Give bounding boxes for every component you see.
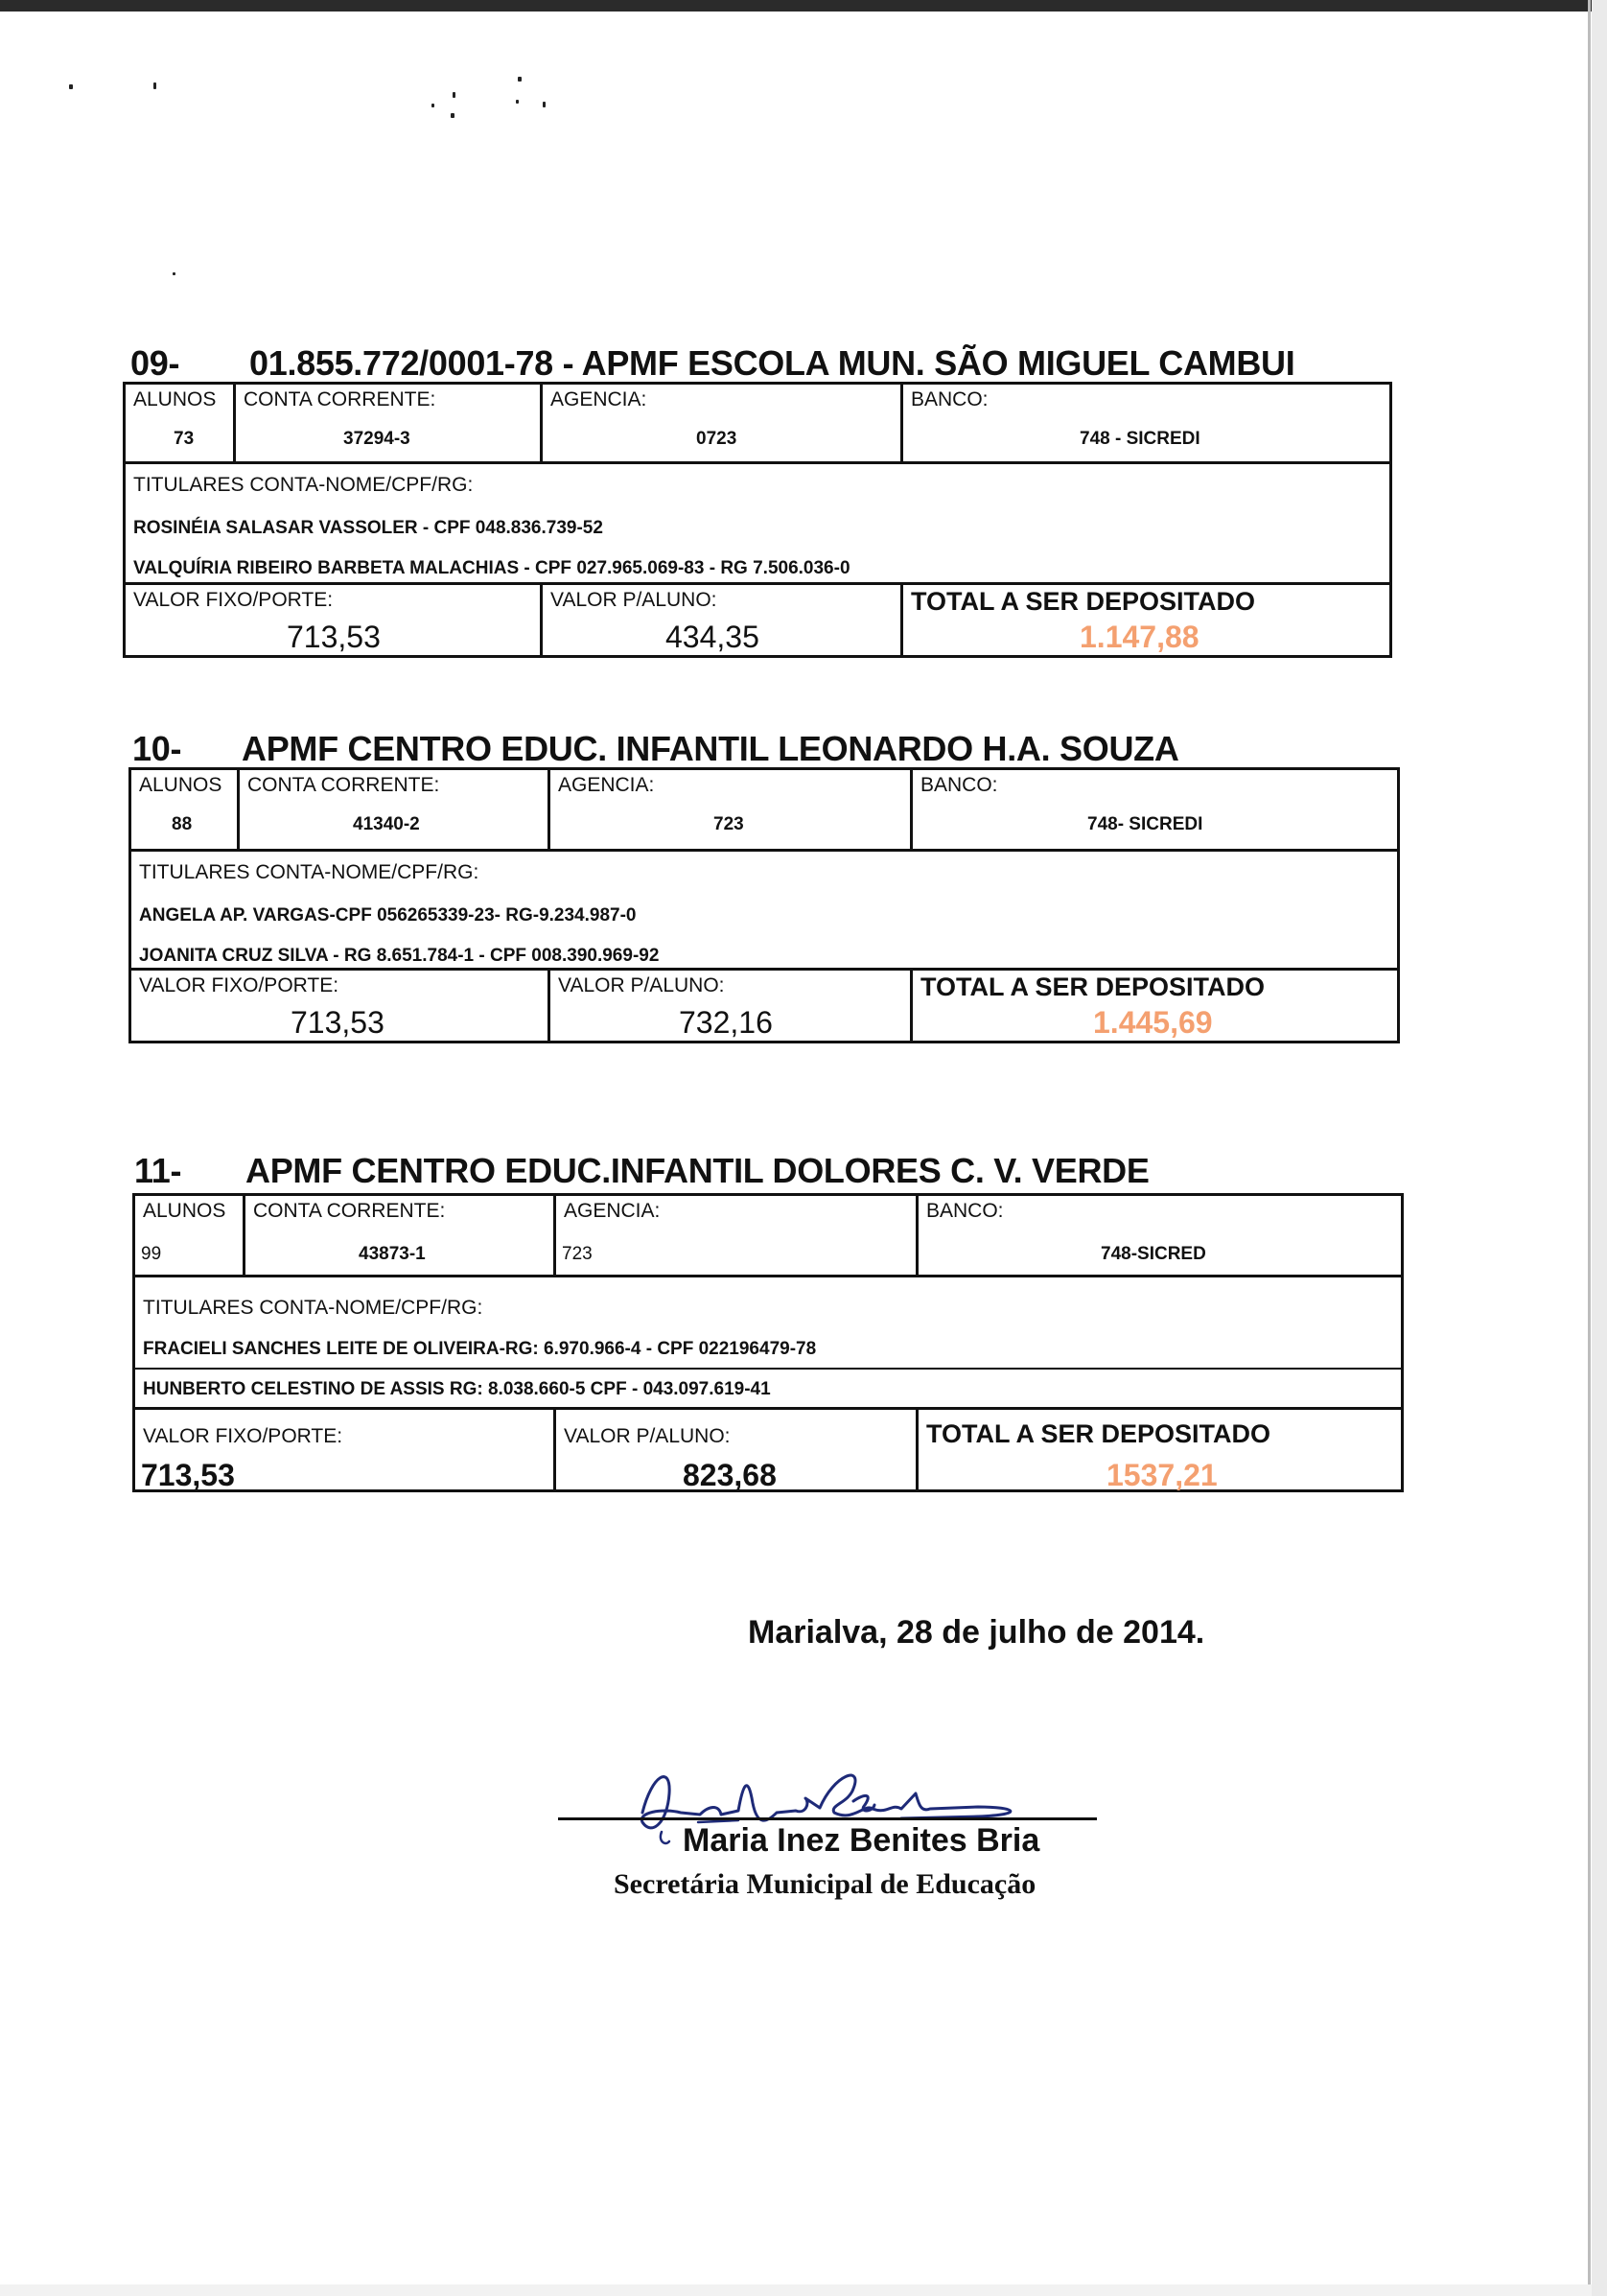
account-row [131,770,1397,849]
scan-speck [451,113,454,118]
total-label: TOTAL A SER DEPOSITADO [926,1419,1271,1448]
agencia-value: 723 [562,1244,593,1264]
banco-value: 748- SICREDI [1087,814,1203,834]
fixo-cell [135,1410,553,1492]
total-cell [916,1410,1401,1492]
entry-name: 01.855.772/0001-78 - APMF ESCOLA MUN. SÃO MIGUEL CAMBUI [249,343,1295,383]
scan-speck [516,100,519,104]
entry-table [123,382,1392,658]
total-value: 1.147,88 [1080,620,1199,654]
alunos-label: ALUNOS [133,388,217,410]
banco-value: 748-SICRED [1101,1244,1206,1264]
scan-speck [518,77,522,82]
aluno-label: VALOR P/ALUNO: [564,1425,731,1447]
values-row [131,968,1397,1041]
entry-title [130,343,1294,384]
aluno-cell [553,1410,916,1492]
titular-line: HUNBERTO CELESTINO DE ASSIS RG: 8.038.660-5 CPF - 043.097.619-41 [143,1379,771,1399]
conta-value: 43873-1 [359,1244,426,1264]
entry-table [132,1193,1404,1492]
scan-speck [453,92,455,98]
titular-line: VALQUÍRIA RIBEIRO BARBETA MALACHIAS - CPF 027.965.069-83 - RG 7.506.036-0 [133,558,850,578]
agencia-value: 0723 [696,429,737,449]
banco-value: 748 - SICREDI [1080,429,1200,449]
banco-label: BANCO: [926,1200,1004,1222]
signer-role: Secretária Municipal de Educação [614,1868,1036,1900]
alunos-label: ALUNOS [143,1200,226,1222]
entry-name: APMF CENTRO EDUC.INFANTIL DOLORES C. V. VERDE [245,1151,1150,1190]
scan-right-edge [1592,0,1607,2296]
fixo-label: VALOR FIXO/PORTE: [143,1425,343,1447]
conta-cell [243,1196,553,1275]
entry-number: 11- [134,1151,182,1190]
titulares-label: TITULARES CONTA-NOME/CPF/RG: [139,861,479,883]
titular-line: ROSINÉIA SALASAR VASSOLER - CPF 048.836.739-52 [133,518,603,538]
entry-title [132,729,1179,769]
scan-speck [173,272,175,275]
scan-speck [69,84,73,89]
aluno-label: VALOR P/ALUNO: [558,974,725,996]
fixo-value: 713,53 [287,620,381,654]
total-cell [900,585,1389,655]
conta-label: CONTA CORRENTE: [244,388,436,410]
scan-right-edge-line [1588,0,1591,2296]
scan-speck [153,82,156,89]
scan-speck [543,102,546,107]
agencia-cell [547,770,910,849]
titular-divider [135,1368,1401,1370]
alunos-cell [131,770,237,849]
document-date: Marialva, 28 de julho de 2014. [748,1614,1205,1651]
aluno-label: VALOR P/ALUNO: [550,589,717,611]
fixo-value: 713,53 [291,1005,384,1040]
agencia-cell [540,385,900,461]
titulares-row [126,461,1389,582]
scan-speck [431,104,434,107]
conta-value: 37294-3 [343,429,410,449]
signer-name: Maria Inez Benites Bria [683,1822,1040,1859]
titular-line: FRACIELI SANCHES LEITE DE OLIVEIRA-RG: 6.970.966-4 - CPF 022196479-78 [143,1339,817,1359]
alunos-value: 88 [172,814,193,834]
signature-line [558,1817,1097,1820]
account-row [126,385,1389,461]
fixo-value: 713,53 [141,1458,235,1492]
fixo-cell [126,585,540,655]
alunos-label: ALUNOS [139,774,222,796]
aluno-value: 823,68 [683,1458,777,1492]
agencia-value: 723 [713,814,744,834]
total-cell [910,971,1397,1041]
agencia-cell [553,1196,916,1275]
alunos-value: 99 [141,1244,162,1264]
aluno-cell [547,971,910,1041]
conta-label: CONTA CORRENTE: [247,774,440,796]
banco-cell [910,770,1397,849]
total-label: TOTAL A SER DEPOSITADO [920,972,1266,1001]
entry-title [134,1151,1150,1191]
scan-top-edge [0,0,1607,12]
alunos-cell [126,385,233,461]
account-row [135,1196,1401,1275]
banco-cell [900,385,1389,461]
scan-bottom-edge [0,2284,1592,2296]
banco-cell [916,1196,1401,1275]
agencia-label: AGENCIA: [564,1200,661,1222]
titular-line: JOANITA CRUZ SILVA - RG 8.651.784-1 - CPF 008.390.969-92 [139,946,660,966]
agencia-label: AGENCIA: [558,774,655,796]
total-value: 1.445,69 [1093,1005,1213,1040]
fixo-label: VALOR FIXO/PORTE: [139,974,339,996]
titulares-row [135,1275,1401,1407]
alunos-cell [135,1196,243,1275]
conta-value: 41340-2 [353,814,420,834]
conta-label: CONTA CORRENTE: [253,1200,446,1222]
titular-line: ANGELA AP. VARGAS-CPF 056265339-23- RG-9.234.987-0 [139,905,637,925]
entry-number: 09- [130,343,180,383]
alunos-value: 73 [174,429,195,449]
titulares-row [131,849,1397,968]
entry-name: APMF CENTRO EDUC. INFANTIL LEONARDO H.A. SOUZA [242,729,1179,768]
aluno-cell [540,585,900,655]
fixo-label: VALOR FIXO/PORTE: [133,589,334,611]
aluno-value: 434,35 [665,620,759,654]
titulares-label: TITULARES CONTA-NOME/CPF/RG: [133,474,474,496]
agencia-label: AGENCIA: [550,388,647,410]
aluno-value: 732,16 [679,1005,773,1040]
total-value: 1537,21 [1106,1458,1218,1492]
titulares-label: TITULARES CONTA-NOME/CPF/RG: [143,1297,483,1319]
total-label: TOTAL A SER DEPOSITADO [911,587,1256,616]
banco-label: BANCO: [911,388,989,410]
entry-table [128,767,1400,1043]
values-row [135,1407,1401,1492]
fixo-cell [131,971,547,1041]
banco-label: BANCO: [920,774,998,796]
conta-cell [233,385,540,461]
conta-cell [237,770,547,849]
values-row [126,582,1389,655]
entry-number: 10- [132,729,182,768]
